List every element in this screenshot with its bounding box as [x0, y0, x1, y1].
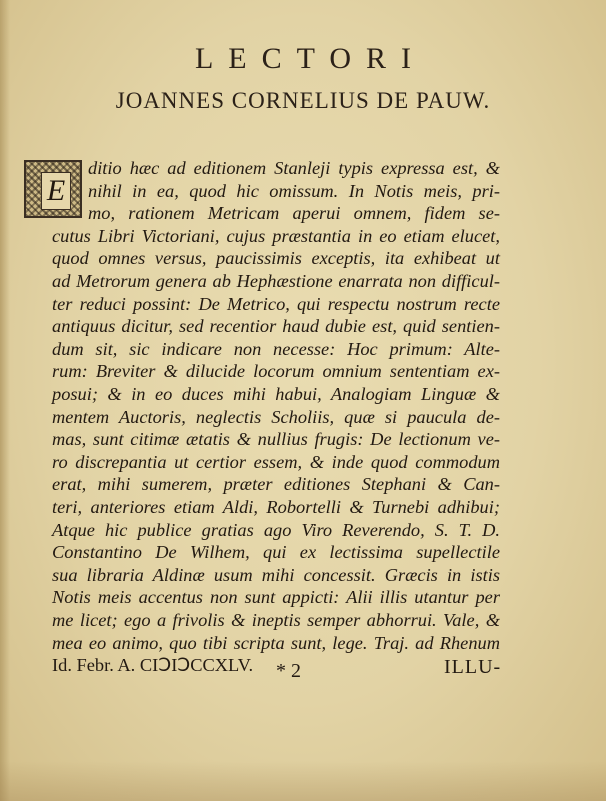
text-line: me licet; ego a frivolis & ineptis semper abhorrui. Vale, &: [52, 610, 500, 630]
catchword: ILLU-: [444, 656, 502, 678]
text-line: quod omnes versus, paucissimis exceptis, ita exhibeat ut: [52, 248, 500, 269]
text-line: cutus Libri Victoriani, cujus præstantia in eo etiam elucet,: [52, 225, 500, 246]
page-heading: LECTORI: [194, 42, 427, 75]
text-line: ter reduci possint: De Metrico, qui respectu nostrum recte: [52, 293, 500, 314]
text-line: Atque hic publice gratias ago Viro Reverendo, S. T. D.: [52, 519, 500, 540]
text-line: ditio hæc ad editionem Stanleji typis expressa est, &: [88, 158, 500, 178]
text-line: posui; & in eo duces mihi habui, Analogiam Linguæ &: [52, 384, 500, 404]
date-line: Id. Febr. A. CIↃIↃCCXLV.: [52, 655, 254, 676]
text-line: dum sit, sic indicare non necesse: Hoc primum: Alte-: [52, 338, 500, 359]
text-line: rum: Breviter & dilucide locorum omnium sententiam ex-: [52, 361, 500, 382]
page-bottom-shadow: [0, 761, 606, 801]
author-heading: JOANNES CORNELIUS DE PAUW.: [115, 88, 491, 113]
text-line: mas, sunt citimæ ætatis & nullius frugis: De lectionum ve-: [52, 429, 500, 450]
text-line: mo, rationem Metricam aperui omnem, fidem se-: [88, 203, 500, 224]
page-binding-shadow: [0, 0, 10, 801]
text-line: teri, anteriores etiam Aldi, Robortelli & Turnebi adhibui;: [52, 497, 500, 517]
text-line: erat, mihi sumerem, præter editiones Stephani & Can-: [52, 474, 500, 495]
text-line: mentem Auctoris, neglectis Scholiis, quæ si paucula de-: [52, 406, 500, 427]
text-line: Constantino De Wilhem, qui ex lectissima supellectile: [52, 542, 500, 563]
text-line: ro discrepantia ut certior essem, & inde quod commodum: [52, 451, 500, 472]
text-line: nihil in ea, quod hic omissum. In Notis meis, pri-: [88, 180, 500, 201]
text-line: mea eo animo, quo tibi scripta sunt, lege. Traj. ad Rhenum: [52, 632, 500, 653]
initial-letter: E: [41, 172, 71, 210]
text-line: ad Metrorum genera ab Hephæstione enarrata non difficul-: [52, 271, 500, 291]
signature-mark: * 2: [276, 660, 301, 682]
text-line: antiquus dicitur, sed recentior haud dubie est, quid sentien-: [52, 316, 500, 337]
decorated-initial: [24, 160, 82, 218]
text-line: Notis meis accentus non sunt appicti: Alii illis utantur per: [52, 587, 500, 608]
text-line: sua libraria Aldinæ usum mihi concessit. Græcis in istis: [52, 564, 500, 585]
